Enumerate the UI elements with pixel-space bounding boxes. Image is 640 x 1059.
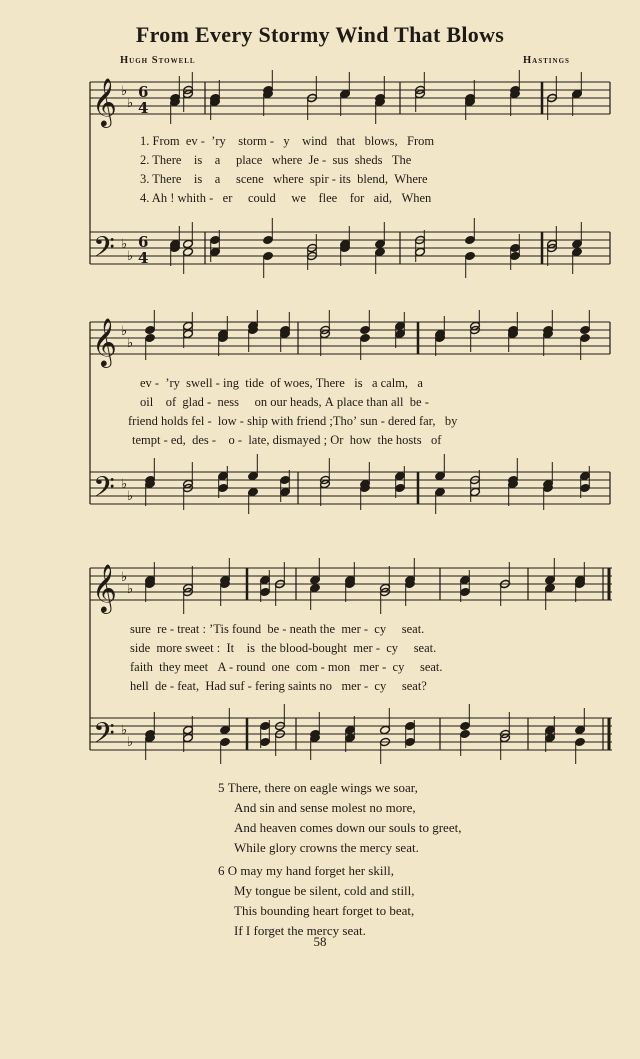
svg-text:♭: ♭	[121, 237, 128, 252]
author-credit: Hugh Stowell	[120, 55, 196, 66]
svg-text:𝄢: 𝄢	[93, 231, 115, 271]
lyric-line-2-3: friend holds fel - low - ship with friend ;Tho’ sun - dered far, by	[128, 414, 458, 428]
stanza-line: And sin and sense molest no more,	[234, 800, 416, 815]
stanza-line: This bounding heart forget to beat,	[234, 903, 415, 918]
clefs	[92, 77, 133, 271]
bass-staff	[90, 718, 612, 750]
svg-text:♭: ♭	[127, 336, 134, 351]
lyric-line-1-3: 3. There is a scene where spir - its blend, Where	[140, 172, 428, 186]
svg-text:♭: ♭	[121, 84, 128, 99]
svg-text:𝄢: 𝄢	[93, 717, 115, 757]
time-top: 6	[138, 83, 149, 101]
svg-text:♭: ♭	[127, 489, 134, 504]
time-top-bass: 6	[138, 233, 149, 251]
treble-staff	[90, 82, 610, 114]
notes-system-2	[145, 310, 591, 514]
treble-staff	[90, 322, 610, 354]
svg-text:𝄞: 𝄞	[92, 77, 117, 126]
svg-text:♭: ♭	[127, 582, 134, 597]
svg-text:𝄞: 𝄞	[92, 563, 117, 612]
lyric-line-2-4: tempt - ed, des - o - late, dismayed ; Or how the hosts of	[132, 433, 442, 447]
stanza-line: 6 O may my hand forget her skill,	[218, 863, 394, 878]
time-bottom-bass: 4	[138, 249, 149, 267]
lyric-line-1-1: 1. From ev - ’ry storm - y wind that blows, From	[140, 134, 435, 148]
svg-text:♭: ♭	[127, 735, 134, 750]
svg-text:♭: ♭	[127, 249, 134, 264]
lyric-line-2-1: ev - ’ry swell - ing tide of woes, There is a calm, a	[140, 376, 423, 390]
lyric-line-3-1: sure re - treat : ’Tis found be - neath the mer - cy seat.	[130, 622, 425, 636]
stanza-line: My tongue be silent, cold and still,	[234, 883, 415, 898]
svg-text:♭: ♭	[121, 723, 128, 738]
stanza-line: While glory crowns the mercy seat.	[234, 840, 419, 855]
svg-text:𝄢: 𝄢	[93, 471, 115, 511]
stanza-number: 6	[218, 863, 225, 878]
lyric-line-3-4: hell de - feat, Had suf - fering saints no mer - cy seat?	[130, 679, 427, 693]
stanza-line: If I forget the mercy seat.	[234, 923, 366, 938]
stanza-line: 5 There, there on eagle wings we soar,	[218, 780, 418, 795]
hymn-title: From Every Stormy Wind That Blows	[135, 22, 505, 47]
time-bottom: 4	[138, 99, 149, 117]
lyric-line-3-2: side more sweet : It is the blood-bought mer - cy seat.	[130, 641, 437, 655]
lyric-line-2-2: oil of glad - ness on our heads, A place than all be -	[140, 395, 429, 409]
bass-staff	[90, 472, 610, 504]
lyric-line-1-2: 2. There is a place where Je - sus sheds The	[140, 153, 412, 167]
lyric-line-3-3: faith they meet A - round one com - mon mer - cy seat.	[130, 660, 443, 674]
page-number: 58	[313, 934, 327, 949]
svg-text:♭: ♭	[121, 570, 128, 585]
svg-text:♭: ♭	[121, 324, 128, 339]
svg-text:♭: ♭	[121, 477, 128, 492]
lyric-line-1-4: 4. Ah ! whith - er could we flee for aid, When	[140, 191, 432, 205]
tune-name: Hastings	[523, 55, 570, 66]
bass-staff	[90, 232, 610, 264]
stanza-number: 5	[218, 780, 225, 795]
svg-text:♭: ♭	[127, 96, 134, 111]
svg-text:𝄞: 𝄞	[92, 317, 117, 366]
stanza-line: And heaven comes down our souls to greet,	[234, 820, 462, 835]
